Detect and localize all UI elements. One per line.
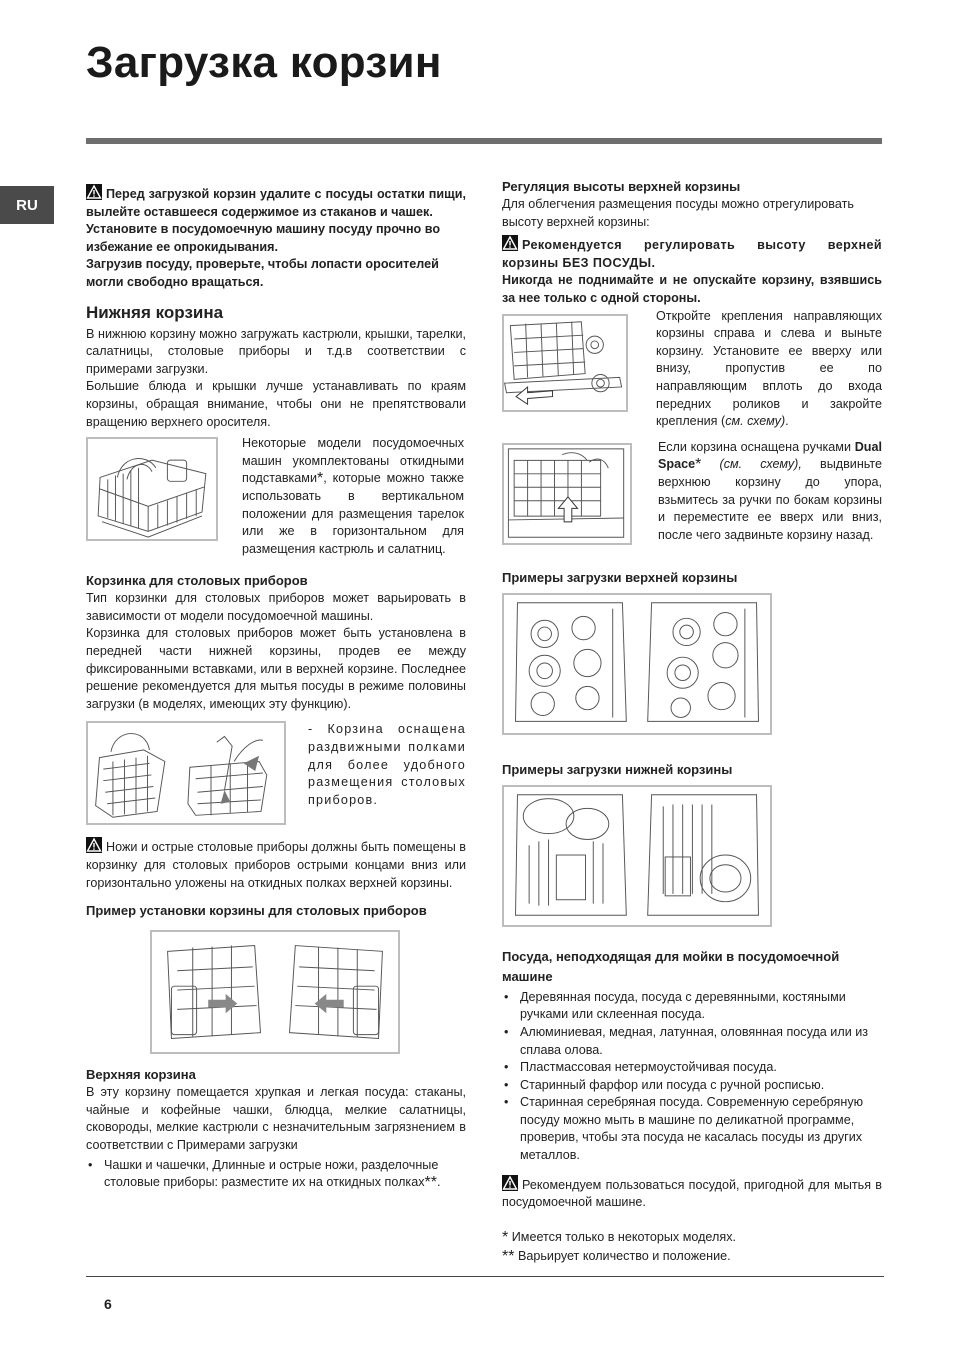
dual-space-image (502, 443, 632, 545)
footnote-2: ** Варьирует количество и положение. (502, 1247, 731, 1265)
upper-basket-list (86, 1157, 466, 1192)
cutlery-note: - Корзина оснащена раздвижными полками для более удобного размещения столовых приборов. (308, 722, 466, 807)
warning-icon (502, 1175, 518, 1191)
list-item: • Чашки и чашечки, Длинные и острые ножи, разделочные столовые приборы: разместите их на откидных полках**. (102, 1157, 466, 1192)
cutlery-example-drawing (152, 932, 398, 1052)
left-column (86, 184, 466, 1192)
list-item: • Деревянная посуда, посуда с деревянными, костяными ручками или склеенная посуда. (518, 989, 882, 1024)
height-warning-2: Никогда не поднимайте и не опускайте корзину, взявшись за нее только с одной стороны. (502, 273, 882, 305)
lower-basket-image (86, 437, 218, 541)
list-item: • Пластмассовая нетермоустойчивая посуда. (518, 1059, 882, 1077)
unsuitable-heading: Посуда, неподходящая для мойки в посудомоечной машине (502, 948, 840, 984)
title-divider (86, 138, 882, 144)
list-item: • Старинная серебряная посуда. Современную серебряную посуду можно мыть в машине по деликатной программе, проверив, чтобы эта посуда не касалась посуды из других металлов. (518, 1094, 882, 1164)
language-tab: RU (0, 186, 54, 224)
recommend-text: Рекомендуем пользоваться посудой, пригодной для мытья в посудомоечной машине. (502, 1175, 882, 1212)
cutlery-basket-drawing (88, 723, 284, 823)
cutlery-basket-image (86, 721, 286, 825)
upper-examples-drawing (504, 595, 770, 733)
lower-examples-image (502, 785, 772, 927)
warning-text-2: Установите в посудомоечную машину посуду прочно во избежание ее опрокидывания. (86, 222, 441, 254)
basket-rail-drawing (504, 316, 626, 410)
dual-space-text: Если корзина оснащена ручками Dual Space* (см. схему), выдвиньте верхнюю корзину до упора, взьмитесь за ручки по бокам корзины и переместите ее вверх или вниз, после чего задвиньте корзину назад. (658, 439, 882, 542)
unsuitable-list (502, 989, 882, 1165)
warning-icon (86, 184, 102, 200)
lower-basket-paragraph-2: Большие блюда и крышки лучше устанавливать по краям корзины, обращая внимание, чтобы они не препятствовали вращению верхнего оросителя. (86, 379, 466, 429)
page-title: Загрузка корзин (86, 38, 442, 87)
height-adjust-heading: Регуляция высоты верхней корзины (502, 179, 741, 194)
cutlery-example-heading: Пример установки корзины для столовых приборов (86, 903, 427, 919)
upper-examples-image (502, 593, 772, 735)
upper-examples-heading: Примеры загрузки верхней корзины (502, 569, 738, 585)
warning-text-1: Перед загрузкой корзин удалите с посуды остатки пищи, вылейте оставшееся содержимое из стаканов и чашек. (86, 187, 466, 219)
warning-block (86, 184, 466, 221)
knives-warning: Ножи и острые столовые приборы должны быть помещены в корзинку для столовых приборов острыми концами вниз или горизонтально уложены на откидных полках верхней корзины. (86, 837, 466, 892)
lower-basket-heading: Нижняя корзина (86, 302, 224, 322)
list-item: • Алюминиевая, медная, латунная, оловянная посуда или из сплава олова. (518, 1024, 882, 1059)
dual-space-drawing (504, 445, 630, 543)
basket-rail-image (502, 314, 628, 412)
lower-examples-heading: Примеры загрузки нижней корзины (502, 761, 733, 777)
warning-text-3: Загрузив посуду, проверьте, чтобы лопасти оросителей могли свободно вращаться. (86, 257, 439, 289)
cutlery-example-image (150, 930, 400, 1054)
footnote-1: * Имеется только в некоторых моделях. (502, 1228, 736, 1246)
cutlery-basket-heading: Корзинка для столовых приборов (86, 573, 308, 589)
lower-examples-drawing (504, 787, 770, 925)
cutlery-basket-paragraph-2: Корзинка для столовых приборов может быть установлена в передней части нижней корзины, продев ее между фиксированными вставками, или в верхней корзине. Последнее решение рекомендуется для мытья посуды в режиме половины загрузки (в моделях, имеющих эту функцию). (86, 626, 466, 711)
lower-basket-paragraph-1: В нижнюю корзину можно загружать кастрюли, крышки, тарелки, салатницы, столовые приборы и т.д.в соответствии с примерами загрузки. (86, 326, 466, 376)
upper-basket-heading: Верхняя корзина (86, 1067, 196, 1083)
right-column (502, 178, 882, 1266)
warning-icon (86, 837, 102, 853)
warning-icon (502, 235, 518, 251)
rail-instructions: Откройте крепления направляющих корзины справа и слева и выньте корзину. Установите ее вверху или внизу, пропустив ее по направляющим вплоть до входа передних роликов и закройте крепления (см. схему). (656, 308, 882, 429)
foldable-racks-text: Некоторые модели посудомоечных машин укомплектованы откидными подставками*, которые можно также использовать в вертикальном положении для размещения тарелок или же в горизонтальном для размещения кастрюль и салатниц. (242, 436, 464, 556)
list-item: • Старинный фарфор или посуда с ручной росписью. (518, 1077, 882, 1095)
lower-basket-drawing (88, 439, 216, 539)
page-number: 6 (104, 1296, 112, 1312)
upper-basket-paragraph: В эту корзину помещается хрупкая и легкая посуда: стаканы, чайные и кофейные чашки, блюдца, мелкие салатницы, сковороды, мелкие кастрюли с незначительным загрязнением в соответствии с Примерами загрузки (86, 1085, 466, 1152)
footnote-mark: * (317, 470, 324, 488)
cutlery-basket-paragraph-1: Тип корзинки для столовых приборов может варьировать в зависимости от модели посудомоечной машины. (86, 591, 466, 623)
footer-divider (86, 1276, 884, 1277)
height-warning-1: Рекомендуется регулировать высоту верхней корзины БЕЗ ПОСУДЫ. (502, 235, 882, 272)
height-adjust-paragraph: Для облегчения размещения посуды можно отрегулировать высоту верхней корзины: (502, 197, 854, 229)
